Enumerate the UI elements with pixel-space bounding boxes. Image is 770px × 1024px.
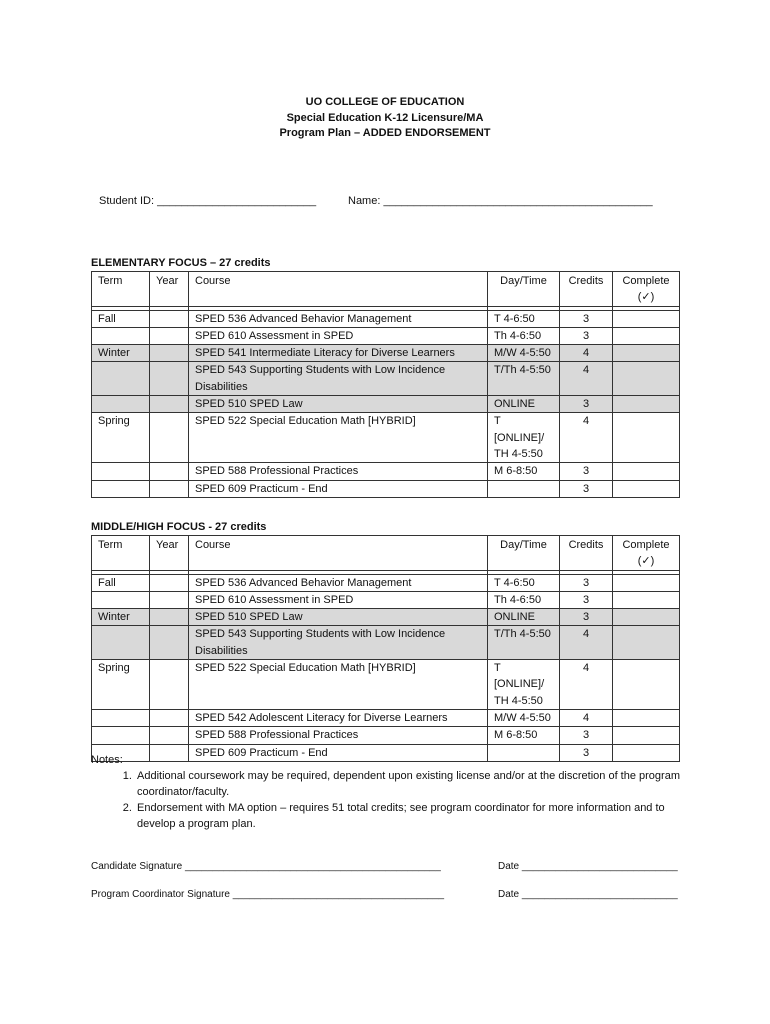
- document-header: [0, 95, 770, 142]
- candidate-date-line[interactable]: Date ____________________________: [498, 861, 678, 872]
- complete-cell[interactable]: [613, 709, 680, 726]
- note-item: 2. Endorsement with MA option – requires 51 total credits; see program coordinator for more information and to develop a program plan.: [135, 800, 681, 832]
- credits-cell: 3: [560, 463, 613, 480]
- coordinator-signature-line[interactable]: Program Coordinator Signature ______________________________________: [91, 889, 445, 900]
- credits-cell: 3: [560, 609, 613, 626]
- term-cell: [92, 480, 150, 497]
- col-course: Course: [189, 272, 488, 307]
- year-cell[interactable]: [150, 626, 189, 660]
- table-row: [92, 413, 680, 463]
- course-cell: SPED 543 Supporting Students with Low Incidence Disabilities: [189, 626, 488, 660]
- daytime-cell: T 4-6:50: [488, 310, 560, 327]
- term-cell: [92, 591, 150, 608]
- plan-title: Program Plan – ADDED ENDORSEMENT: [279, 127, 491, 139]
- complete-cell[interactable]: [613, 591, 680, 608]
- credits-cell: 3: [560, 480, 613, 497]
- middle-high-title: MIDDLE/HIGH FOCUS - 27 credits: [91, 521, 267, 533]
- course-cell: SPED 522 Special Education Math [HYBRID]: [189, 660, 488, 710]
- table-header-row: [92, 272, 680, 307]
- term-cell: [92, 362, 150, 396]
- col-complete: [613, 536, 680, 571]
- table-row: [92, 609, 680, 626]
- checkmark-icon: (✓): [637, 555, 655, 568]
- daytime-cell: Th 4-6:50: [488, 591, 560, 608]
- complete-cell[interactable]: [613, 626, 680, 660]
- course-cell: SPED 536 Advanced Behavior Management: [189, 310, 488, 327]
- year-cell[interactable]: [150, 310, 189, 327]
- credits-cell: 4: [560, 626, 613, 660]
- term-cell: Fall: [92, 574, 150, 591]
- course-cell: SPED 510 SPED Law: [189, 609, 488, 626]
- year-cell[interactable]: [150, 413, 189, 463]
- credits-cell: 4: [560, 345, 613, 362]
- daytime-cell: ONLINE: [488, 609, 560, 626]
- complete-cell[interactable]: [613, 345, 680, 362]
- course-cell: SPED 543 Supporting Students with Low Incidence Disabilities: [189, 362, 488, 396]
- course-cell: SPED 610 Assessment in SPED: [189, 591, 488, 608]
- program-title: Special Education K-12 Licensure/MA: [286, 111, 484, 124]
- complete-cell[interactable]: [613, 327, 680, 344]
- col-year: Year: [150, 536, 189, 571]
- candidate-signature-line[interactable]: Candidate Signature ______________________________________________: [91, 861, 441, 872]
- course-cell: SPED 510 SPED Law: [189, 396, 488, 413]
- col-complete-label: Complete: [622, 539, 670, 551]
- table-row: [92, 574, 680, 591]
- table-row: [92, 480, 680, 497]
- daytime-cell: M/W 4-5:50: [488, 709, 560, 726]
- middle-high-table: [91, 535, 680, 762]
- term-cell: [92, 727, 150, 744]
- year-cell[interactable]: [150, 591, 189, 608]
- credits-cell: 3: [560, 744, 613, 761]
- year-cell[interactable]: [150, 574, 189, 591]
- notes-section: [91, 752, 681, 832]
- col-course: Course: [189, 536, 488, 571]
- col-credits: Credits: [560, 536, 613, 571]
- year-cell[interactable]: [150, 327, 189, 344]
- year-cell[interactable]: [150, 727, 189, 744]
- student-name-field[interactable]: Name: ____________________________________________: [348, 195, 653, 207]
- daytime-cell: Th 4-6:50: [488, 327, 560, 344]
- credits-cell: 3: [560, 327, 613, 344]
- credits-cell: 3: [560, 591, 613, 608]
- student-id-field[interactable]: Student ID: __________________________: [99, 195, 317, 207]
- term-cell: Fall: [92, 310, 150, 327]
- course-cell: SPED 541 Intermediate Literacy for Diverse Learners: [189, 345, 488, 362]
- table-row: [92, 709, 680, 726]
- daytime-cell: T [ONLINE]/ TH 4-5:50: [488, 413, 560, 463]
- daytime-cell: M 6-8:50: [488, 463, 560, 480]
- term-cell: [92, 709, 150, 726]
- year-cell[interactable]: [150, 609, 189, 626]
- daytime-cell: M 6-8:50: [488, 727, 560, 744]
- daytime-cell: [488, 480, 560, 497]
- col-credits: Credits: [560, 272, 613, 307]
- course-cell: SPED 610 Assessment in SPED: [189, 327, 488, 344]
- credits-cell: 3: [560, 310, 613, 327]
- table-row: [92, 310, 680, 327]
- daytime-cell: M/W 4-5:50: [488, 345, 560, 362]
- credits-cell: 3: [560, 727, 613, 744]
- notes-label: Notes:: [91, 754, 123, 766]
- term-cell: [92, 396, 150, 413]
- table-row: [92, 327, 680, 344]
- credits-cell: 4: [560, 709, 613, 726]
- credits-cell: 3: [560, 396, 613, 413]
- year-cell[interactable]: [150, 396, 189, 413]
- col-daytime: Day/Time: [488, 272, 560, 307]
- col-term: Term: [92, 272, 150, 307]
- table-row: [92, 626, 680, 660]
- course-cell: SPED 522 Special Education Math [HYBRID]: [189, 413, 488, 463]
- course-cell: SPED 542 Adolescent Literacy for Diverse Learners: [189, 709, 488, 726]
- complete-cell[interactable]: [613, 480, 680, 497]
- term-cell: Winter: [92, 345, 150, 362]
- col-term: Term: [92, 536, 150, 571]
- col-complete-label: Complete: [622, 275, 670, 287]
- col-complete: [613, 272, 680, 307]
- daytime-cell: ONLINE: [488, 396, 560, 413]
- term-cell: Spring: [92, 660, 150, 710]
- complete-cell[interactable]: [613, 310, 680, 327]
- table-row: [92, 345, 680, 362]
- year-cell[interactable]: [150, 345, 189, 362]
- course-cell: SPED 609 Practicum - End: [189, 480, 488, 497]
- credits-cell: 4: [560, 413, 613, 463]
- credits-cell: 3: [560, 574, 613, 591]
- year-cell[interactable]: [150, 480, 189, 497]
- col-daytime: Day/Time: [488, 536, 560, 571]
- coordinator-date-line[interactable]: Date ____________________________: [498, 889, 678, 900]
- daytime-cell: T 4-6:50: [488, 574, 560, 591]
- course-cell: SPED 588 Professional Practices: [189, 727, 488, 744]
- complete-cell[interactable]: [613, 660, 680, 710]
- table-row: [92, 463, 680, 480]
- year-cell[interactable]: [150, 362, 189, 396]
- col-year: Year: [150, 272, 189, 307]
- college-title: UO COLLEGE OF EDUCATION: [305, 96, 465, 108]
- year-cell[interactable]: [150, 463, 189, 480]
- table-row: [92, 362, 680, 396]
- term-cell: Spring: [92, 413, 150, 463]
- note-item: 1. Additional coursework may be required, dependent upon existing license and/or at the discretion of the program coordinator/faculty.: [135, 768, 681, 800]
- table-row: [92, 660, 680, 710]
- daytime-cell: T [ONLINE]/ TH 4-5:50: [488, 660, 560, 710]
- daytime-cell: T/Th 4-5:50: [488, 362, 560, 396]
- credits-cell: 4: [560, 362, 613, 396]
- complete-cell[interactable]: [613, 413, 680, 463]
- term-cell: [92, 327, 150, 344]
- complete-cell[interactable]: [613, 609, 680, 626]
- complete-cell[interactable]: [613, 362, 680, 396]
- complete-cell[interactable]: [613, 396, 680, 413]
- table-row: [92, 396, 680, 413]
- complete-cell[interactable]: [613, 463, 680, 480]
- year-cell[interactable]: [150, 709, 189, 726]
- daytime-cell: T/Th 4-5:50: [488, 626, 560, 660]
- complete-cell[interactable]: [613, 574, 680, 591]
- table-header-row: [92, 536, 680, 571]
- elementary-table: [91, 271, 680, 498]
- table-row: [92, 591, 680, 608]
- term-cell: [92, 463, 150, 480]
- course-cell: SPED 588 Professional Practices: [189, 463, 488, 480]
- course-cell: SPED 536 Advanced Behavior Management: [189, 574, 488, 591]
- checkmark-icon: (✓): [637, 291, 655, 304]
- course-cell: SPED 609 Practicum - End: [189, 744, 488, 761]
- year-cell[interactable]: [150, 660, 189, 710]
- elementary-title: ELEMENTARY FOCUS – 27 credits: [91, 257, 271, 269]
- credits-cell: 4: [560, 660, 613, 710]
- term-cell: Winter: [92, 609, 150, 626]
- complete-cell[interactable]: [613, 727, 680, 744]
- table-row: [92, 727, 680, 744]
- term-cell: [92, 626, 150, 660]
